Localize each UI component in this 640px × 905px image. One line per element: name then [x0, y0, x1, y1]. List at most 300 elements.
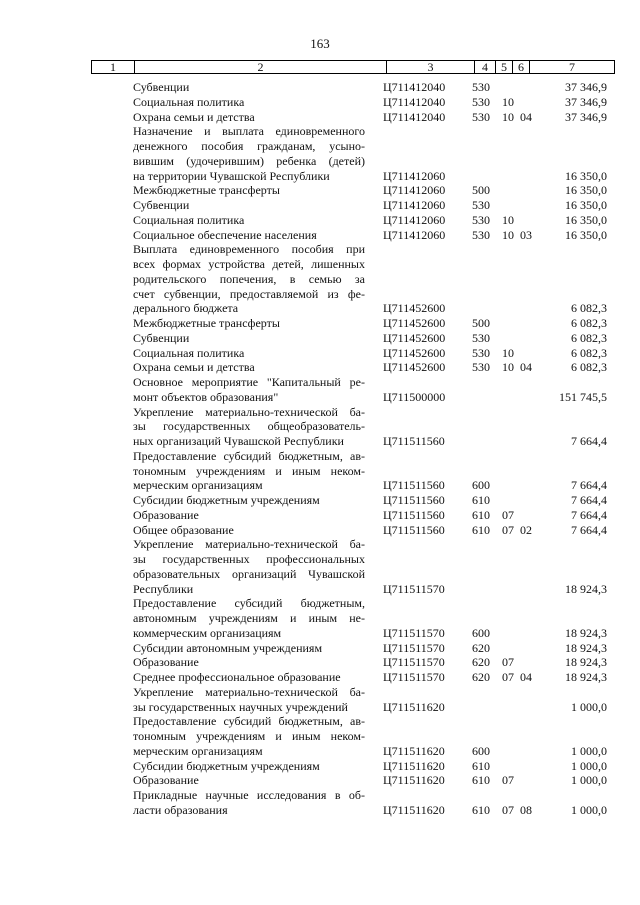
row-subsection [520, 139, 538, 154]
row-target-code [383, 611, 472, 626]
row-amount: 16 350,0 [565, 198, 607, 212]
row-name-line: мерческим организациям [133, 478, 263, 493]
row-section [502, 375, 520, 390]
row-amount [538, 788, 607, 803]
row-name-line: ных организаций Чувашской Республики [133, 434, 344, 448]
row-target-code [383, 375, 472, 390]
row-name-line: Назначение и выплата единовременного [133, 124, 365, 139]
table-row [0, 626, 640, 641]
header-col-7: 7 [530, 61, 615, 74]
row-subsection [520, 154, 538, 169]
row-target-code: Ц711500000 [383, 389, 446, 404]
row-section [502, 567, 520, 582]
row-target-code: Ц711452600 [383, 360, 446, 375]
row-subsection [520, 478, 538, 493]
row-section [502, 744, 520, 759]
row-amount [538, 257, 607, 272]
row-name-line: Социальная политика [133, 212, 245, 227]
row-target-code: Ц711452600 [383, 345, 446, 360]
row-section: 07 [502, 507, 514, 522]
table-row [0, 390, 640, 405]
row-amount: 18 924,3 [565, 640, 607, 655]
table-row [0, 773, 640, 788]
row-amount: 18 924,3 [565, 670, 607, 684]
row-amount [538, 596, 607, 611]
row-name-line: зы государственных научных учреждений [133, 699, 348, 714]
row-subsection [520, 301, 538, 316]
row-name-line: Охрана семьи и детства [133, 109, 255, 124]
row-expense-type: 530 [472, 94, 490, 109]
row-section [502, 611, 520, 626]
row-amount [538, 139, 607, 154]
row-name-line: Субсидии бюджетным учреждениям [133, 758, 320, 773]
row-target-code: Ц711511570 [383, 655, 445, 670]
row-target-code [383, 139, 472, 154]
row-section [502, 759, 520, 774]
table-row [0, 641, 640, 656]
row-target-code: Ц711452600 [383, 301, 446, 316]
table-row [0, 124, 640, 139]
row-subsection [520, 390, 538, 405]
row-expense-type: 600 [472, 478, 490, 493]
row-target-code [383, 567, 472, 582]
row-expense-type [472, 419, 502, 434]
row-name-line: ласти образования [133, 802, 228, 817]
row-expense-type [472, 700, 502, 715]
table-row [0, 714, 640, 729]
header-col-1: 1 [92, 61, 135, 74]
row-section [502, 788, 520, 803]
row-subsection: 02 [520, 522, 532, 537]
row-amount: 7 664,4 [571, 522, 607, 537]
table-row [0, 316, 640, 331]
table-row [0, 287, 640, 302]
row-amount [538, 124, 607, 139]
row-subsection [520, 773, 538, 788]
row-section [502, 685, 520, 700]
row-subsection [520, 567, 538, 582]
row-amount: 1 000,0 [571, 758, 607, 773]
row-target-code: Ц711412040 [383, 80, 446, 94]
row-name-line: Укрепление материально-технической ба- [133, 404, 365, 419]
row-subsection [520, 213, 538, 228]
row-amount [538, 154, 607, 169]
row-amount [538, 464, 607, 479]
row-subsection [520, 611, 538, 626]
table-row [0, 434, 640, 449]
row-subsection [520, 375, 538, 390]
row-name-line: автономным учреждениям и иным не- [133, 611, 365, 625]
row-target-code: Ц711412060 [383, 168, 446, 183]
row-target-code [383, 449, 472, 464]
table-row [0, 493, 640, 508]
row-section: 10 [502, 227, 514, 242]
row-target-code: Ц711511570 [383, 640, 445, 655]
row-amount: 7 664,4 [571, 434, 607, 448]
row-target-code [383, 685, 472, 700]
row-subsection: 04 [520, 109, 532, 124]
row-subsection [520, 287, 538, 302]
row-target-code [383, 714, 472, 729]
row-amount: 6 082,3 [571, 345, 607, 360]
table-row [0, 729, 640, 744]
row-section [502, 419, 520, 434]
row-section: 10 [502, 109, 514, 124]
row-expense-type [472, 434, 502, 449]
table-row [0, 655, 640, 670]
table-row [0, 242, 640, 257]
row-expense-type [472, 449, 502, 464]
row-target-code [383, 788, 472, 803]
row-name-line: денежного пособия гражданам, усыно- [133, 139, 365, 153]
row-target-code: Ц711511560 [383, 493, 445, 507]
row-target-code: Ц711511560 [383, 478, 445, 493]
row-expense-type [472, 242, 502, 257]
row-amount: 16 350,0 [565, 212, 607, 227]
row-amount: 7 664,4 [571, 493, 607, 507]
row-expense-type [472, 685, 502, 700]
row-expense-type: 600 [472, 743, 490, 758]
page-number: 163 [310, 36, 330, 51]
row-expense-type [472, 567, 502, 582]
row-name-line: Межбюджетные трансферты [133, 183, 280, 198]
row-section [502, 641, 520, 656]
row-target-code [383, 154, 472, 169]
table-row [0, 183, 640, 198]
row-section [502, 493, 520, 508]
row-amount: 1 000,0 [571, 743, 607, 758]
row-expense-type [472, 139, 502, 154]
row-target-code: Ц711452600 [383, 330, 446, 345]
row-section [502, 596, 520, 611]
row-target-code: Ц711412060 [383, 212, 446, 227]
row-name-line: Предоставление субсидий бюджетным, ав- [133, 448, 365, 463]
row-expense-type [472, 390, 502, 405]
row-section [502, 301, 520, 316]
row-name-line: тономным учреждениям и иным неком- [133, 729, 365, 743]
row-name-line: Социальная политика [133, 345, 245, 360]
row-subsection [520, 272, 538, 287]
row-section [502, 139, 520, 154]
table-row [0, 331, 640, 346]
row-amount [538, 685, 607, 700]
table-row [0, 228, 640, 243]
row-subsection [520, 124, 538, 139]
table-row [0, 596, 640, 611]
table-row [0, 759, 640, 774]
row-target-code: Ц711412060 [383, 227, 446, 242]
row-subsection [520, 449, 538, 464]
header-col-2: 2 [135, 61, 387, 74]
row-target-code [383, 405, 472, 420]
row-section: 07 [502, 802, 514, 817]
row-expense-type [472, 405, 502, 420]
row-subsection [520, 198, 538, 213]
row-expense-type: 610 [472, 522, 490, 537]
table-row [0, 611, 640, 626]
row-amount: 18 924,3 [565, 581, 607, 596]
row-amount: 6 082,3 [571, 330, 607, 345]
row-name-line: зы государственных профессиональных [133, 552, 365, 566]
row-subsection [520, 714, 538, 729]
row-name-line: Социальная политика [133, 94, 245, 109]
table-row [0, 110, 640, 125]
row-subsection [520, 95, 538, 110]
row-name-line: зы государственных общеобразователь- [133, 419, 365, 434]
row-name-line: Выплата единовременного пособия при [133, 242, 365, 257]
row-expense-type [472, 257, 502, 272]
row-amount: 16 350,0 [565, 168, 607, 183]
row-subsection [520, 582, 538, 597]
row-amount: 16 350,0 [565, 227, 607, 242]
row-expense-type [472, 301, 502, 316]
table-row [0, 405, 640, 420]
row-subsection [520, 169, 538, 184]
header-col-6: 6 [513, 61, 530, 74]
row-name-line: счет субвенции, предоставляемой из фе- [133, 286, 365, 301]
row-target-code: Ц711511620 [383, 758, 445, 773]
row-target-code: Ц711511620 [383, 773, 445, 788]
table-row [0, 301, 640, 316]
table-row [0, 95, 640, 110]
row-subsection [520, 508, 538, 523]
row-expense-type [472, 124, 502, 139]
row-amount [538, 729, 607, 744]
row-target-code [383, 596, 472, 611]
row-amount: 7 664,4 [571, 507, 607, 522]
row-name-line: Социальное обеспечение населения [133, 227, 317, 242]
row-expense-type [472, 729, 502, 744]
row-amount [538, 714, 607, 729]
row-amount: 6 082,3 [571, 360, 607, 375]
row-subsection [520, 641, 538, 656]
row-target-code [383, 729, 472, 744]
row-name-line: Субвенции [133, 80, 190, 94]
row-section [502, 626, 520, 641]
row-expense-type: 500 [472, 183, 490, 198]
table-row [0, 523, 640, 538]
row-expense-type: 530 [472, 227, 490, 242]
row-expense-type [472, 537, 502, 552]
row-subsection [520, 80, 538, 95]
table-row [0, 80, 640, 95]
row-amount: 18 924,3 [565, 625, 607, 640]
row-name-line: мерческим организациям [133, 743, 263, 758]
row-section [502, 390, 520, 405]
row-subsection [520, 596, 538, 611]
row-name-line: монт объектов образования" [133, 389, 279, 404]
row-amount [538, 537, 607, 552]
table-row [0, 272, 640, 287]
row-section [502, 80, 520, 95]
row-name-line: Прикладные научные исследования в об- [133, 788, 365, 802]
row-target-code: Ц711412060 [383, 198, 446, 212]
header-col-5: 5 [496, 61, 513, 74]
row-amount: 7 664,4 [571, 478, 607, 493]
row-subsection [520, 434, 538, 449]
table-row [0, 744, 640, 759]
row-section [502, 552, 520, 567]
row-name-line: Субсидии бюджетным учреждениям [133, 493, 320, 507]
row-target-code: Ц711511570 [383, 670, 445, 684]
row-expense-type: 620 [472, 655, 490, 670]
row-expense-type [472, 714, 502, 729]
row-subsection [520, 405, 538, 420]
row-expense-type: 530 [472, 109, 490, 124]
row-expense-type: 530 [472, 212, 490, 227]
row-name-line: Субвенции [133, 198, 190, 212]
row-subsection [520, 316, 538, 331]
row-name-line: Основное мероприятие "Капитальный ре- [133, 375, 365, 389]
row-target-code [383, 464, 472, 479]
column-header-table [91, 60, 615, 74]
row-subsection [520, 700, 538, 715]
row-target-code: Ц711511570 [383, 625, 445, 640]
row-section: 07 [502, 670, 514, 684]
row-name-line: Межбюджетные трансферты [133, 316, 280, 330]
table-row [0, 537, 640, 552]
row-target-code: Ц711412060 [383, 183, 446, 198]
row-section [502, 331, 520, 346]
row-target-code [383, 419, 472, 434]
row-target-code [383, 272, 472, 287]
row-expense-type: 610 [472, 507, 490, 522]
row-subsection [520, 729, 538, 744]
row-amount [538, 405, 607, 420]
row-expense-type: 530 [472, 360, 490, 375]
row-subsection [520, 346, 538, 361]
row-target-code: Ц711511560 [383, 522, 445, 537]
row-name-line: Субвенции [133, 330, 190, 345]
row-amount: 1 000,0 [571, 802, 607, 817]
row-target-code: Ц711511620 [383, 699, 445, 714]
row-expense-type [472, 611, 502, 626]
row-amount: 37 346,9 [565, 109, 607, 124]
table-row [0, 788, 640, 803]
row-target-code: Ц711511620 [383, 802, 445, 817]
row-expense-type [472, 788, 502, 803]
row-section: 10 [502, 212, 514, 227]
table-row [0, 449, 640, 464]
row-name-line: вившим (удочерившим) ребенка (детей) [133, 153, 365, 168]
row-expense-type [472, 375, 502, 390]
row-target-code: Ц711412040 [383, 109, 446, 124]
row-target-code [383, 124, 472, 139]
row-amount: 6 082,3 [571, 301, 607, 316]
row-section [502, 729, 520, 744]
row-name-line: Образование [133, 507, 199, 522]
row-target-code [383, 257, 472, 272]
row-section [502, 582, 520, 597]
row-expense-type: 530 [472, 345, 490, 360]
row-expense-type: 620 [472, 670, 490, 684]
row-name-line: Общее образование [133, 522, 234, 537]
row-name-line: дерального бюджета [133, 301, 239, 316]
row-section: 07 [502, 773, 514, 788]
row-amount: 6 082,3 [571, 316, 607, 330]
row-name-line: Республики [133, 581, 194, 596]
row-amount: 16 350,0 [565, 183, 607, 198]
row-section [502, 478, 520, 493]
row-section [502, 154, 520, 169]
row-amount [538, 611, 607, 626]
row-section [502, 272, 520, 287]
row-amount [538, 272, 607, 287]
row-amount [538, 242, 607, 257]
row-amount [538, 567, 607, 582]
row-subsection [520, 493, 538, 508]
table-row [0, 685, 640, 700]
row-expense-type [472, 582, 502, 597]
row-subsection [520, 537, 538, 552]
row-name-line: коммерческим организациям [133, 625, 282, 640]
row-name-line: Охрана семьи и детства [133, 360, 255, 375]
row-expense-type: 600 [472, 625, 490, 640]
row-amount: 1 000,0 [571, 773, 607, 788]
row-subsection [520, 744, 538, 759]
row-name-line: всех формах устройства детей, лишенных [133, 257, 365, 271]
row-amount [538, 287, 607, 302]
row-section [502, 405, 520, 420]
row-subsection [520, 331, 538, 346]
row-section [502, 537, 520, 552]
table-row [0, 198, 640, 213]
row-expense-type: 530 [472, 80, 490, 94]
row-expense-type [472, 287, 502, 302]
header-col-4: 4 [475, 61, 496, 74]
row-amount [538, 449, 607, 464]
row-name-line: Образование [133, 773, 199, 788]
row-expense-type [472, 272, 502, 287]
row-subsection [520, 552, 538, 567]
row-section: 07 [502, 522, 514, 537]
row-section [502, 464, 520, 479]
row-subsection [520, 183, 538, 198]
row-subsection [520, 419, 538, 434]
row-name-line: Среднее профессиональное образование [133, 670, 341, 684]
row-expense-type: 530 [472, 330, 490, 345]
table-row [0, 360, 640, 375]
row-expense-type [472, 154, 502, 169]
row-subsection: 08 [520, 802, 532, 817]
row-target-code [383, 537, 472, 552]
header-col-3: 3 [387, 61, 475, 74]
row-name-line: тономным учреждениям и иным неком- [133, 463, 365, 478]
row-section: 07 [502, 655, 514, 670]
row-amount: 18 924,3 [565, 655, 607, 670]
row-expense-type: 620 [472, 640, 490, 655]
row-target-code [383, 552, 472, 567]
table-row [0, 582, 640, 597]
row-name-line: Образование [133, 655, 199, 670]
row-section [502, 124, 520, 139]
row-section: 10 [502, 345, 514, 360]
row-expense-type: 610 [472, 773, 490, 788]
row-name-line: Укрепление материально-технической ба- [133, 684, 365, 699]
table-row [0, 154, 640, 169]
row-expense-type: 610 [472, 802, 490, 817]
row-section [502, 287, 520, 302]
table-row [0, 213, 640, 228]
table-row [0, 257, 640, 272]
row-amount: 151 745,5 [559, 389, 607, 404]
row-name-line: Предоставление субсидий бюджетным, ав- [133, 714, 365, 729]
row-target-code: Ц711452600 [383, 316, 446, 330]
row-subsection [520, 788, 538, 803]
row-section [502, 700, 520, 715]
row-section [502, 316, 520, 331]
row-target-code: Ц711412040 [383, 94, 446, 109]
